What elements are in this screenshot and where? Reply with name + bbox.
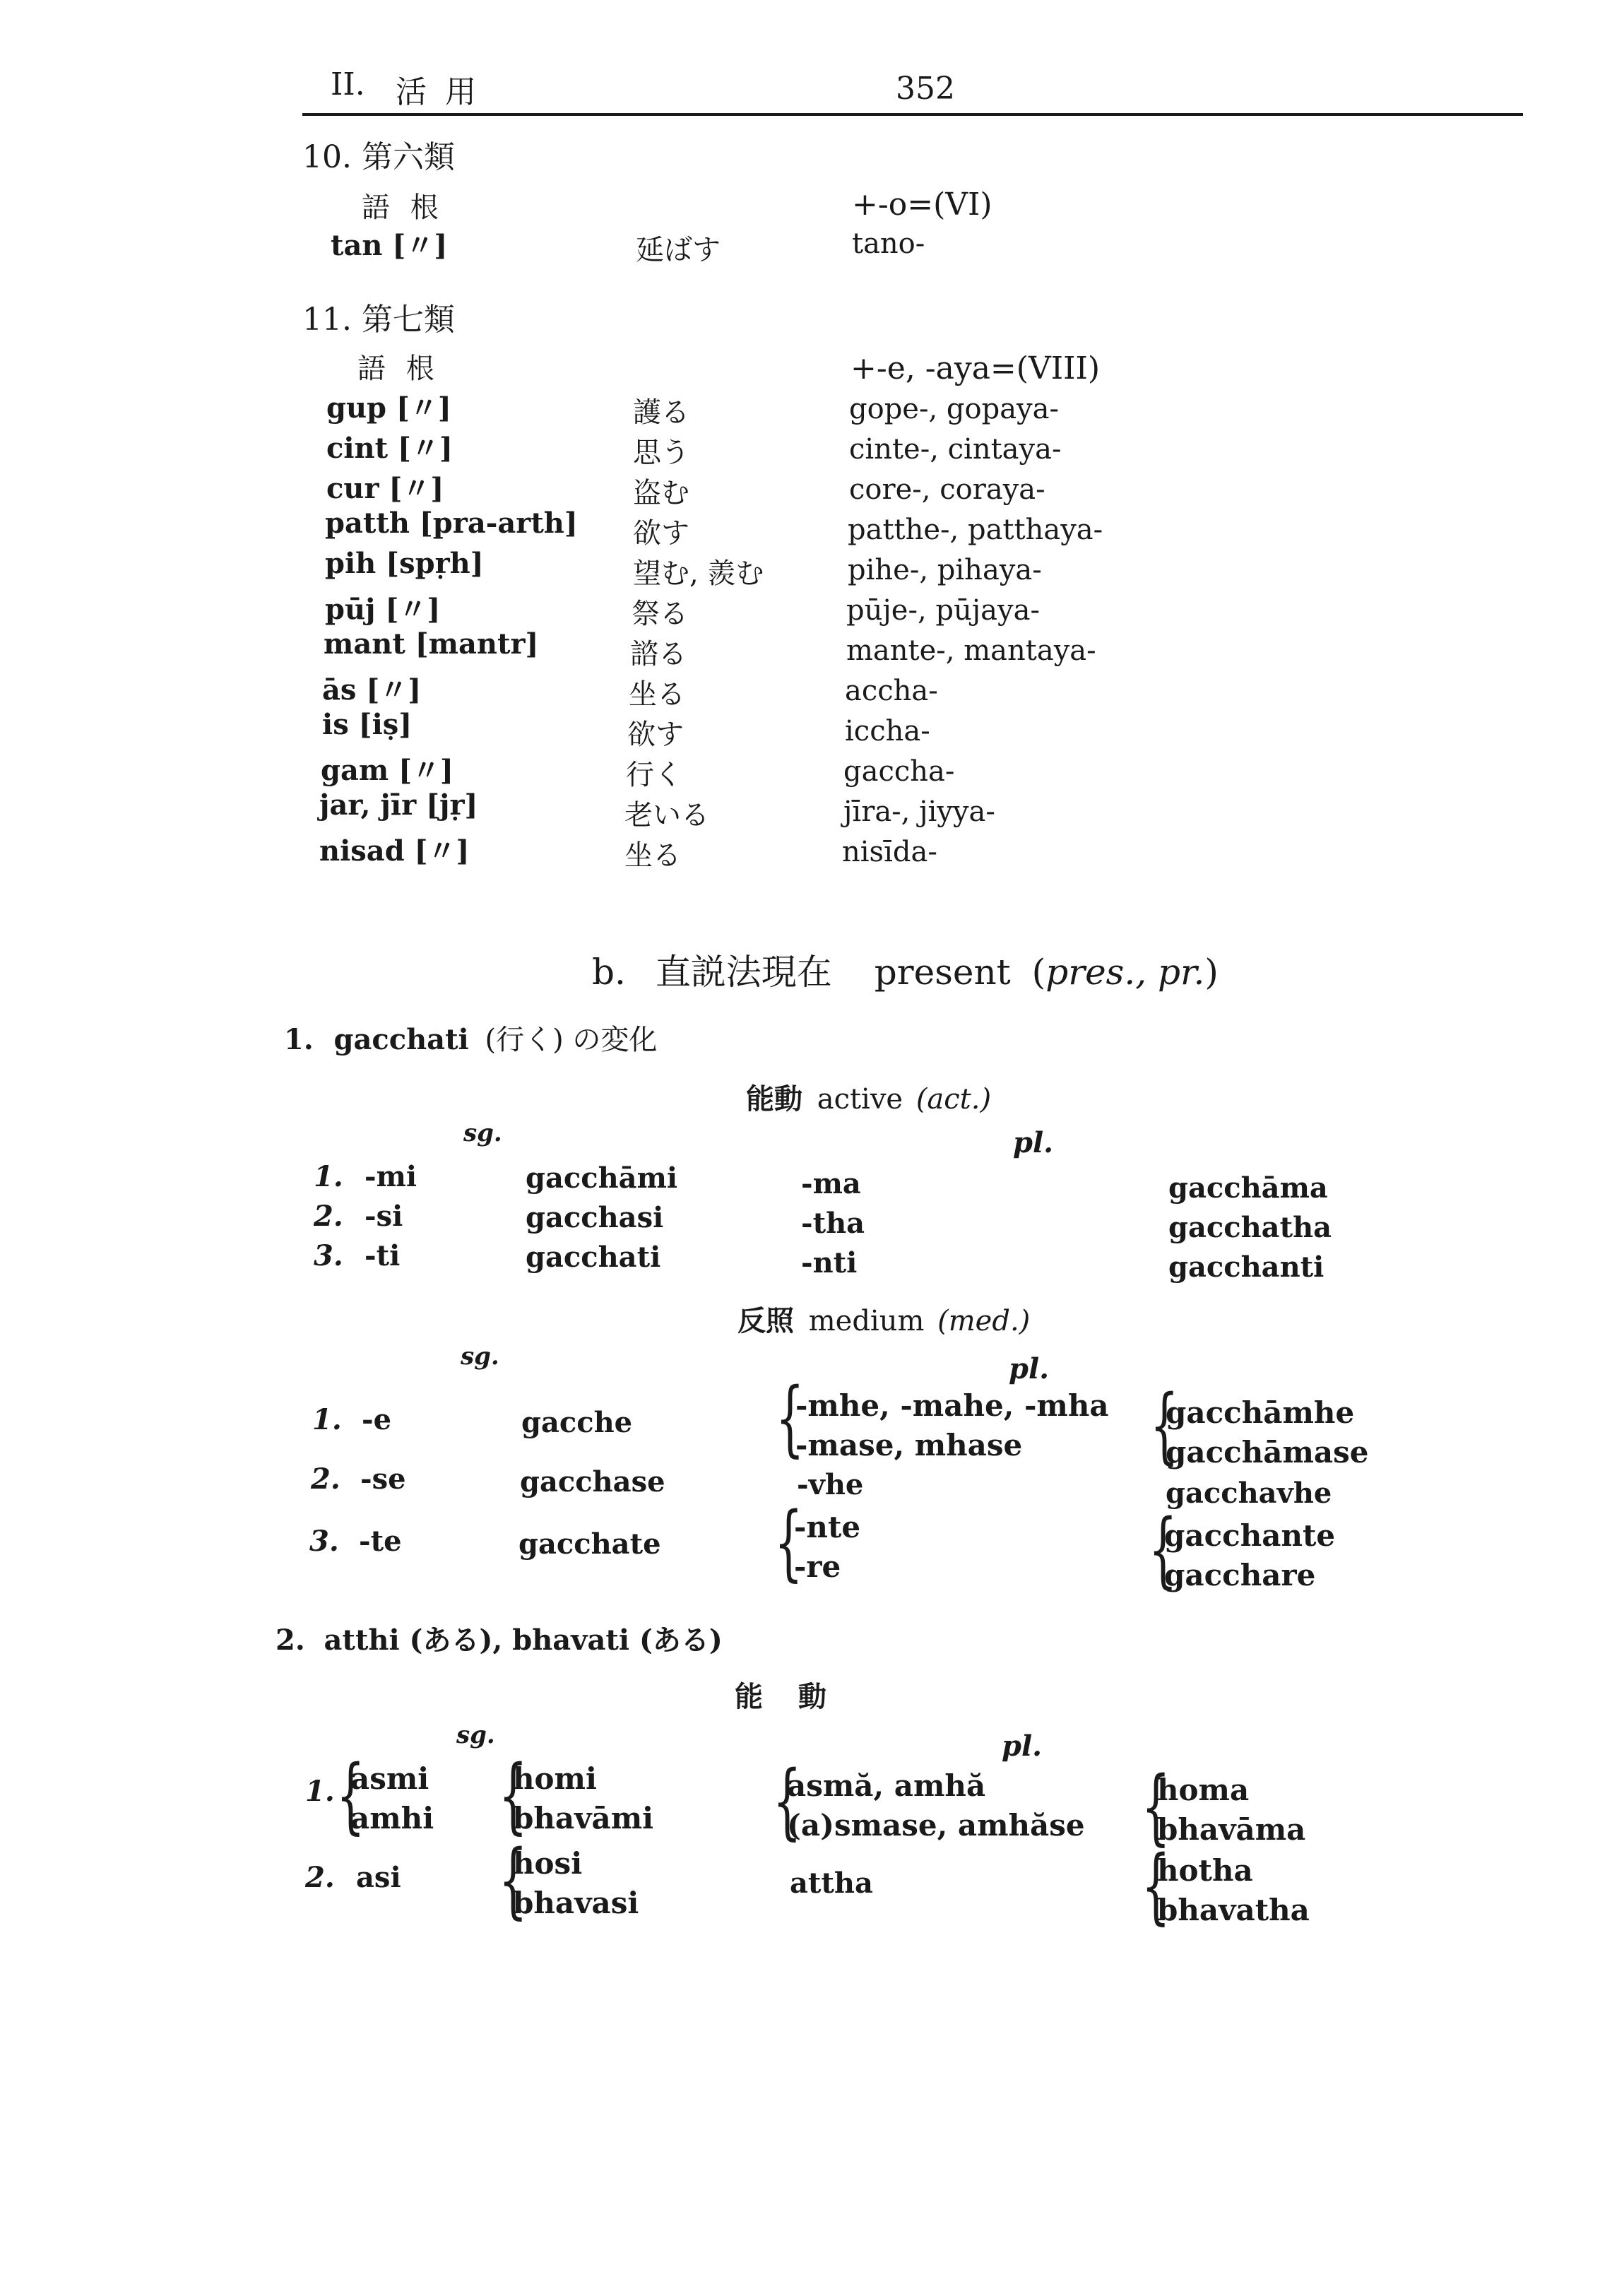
section-heading [592,944,1219,995]
active-label-jp: 能動 [746,1082,802,1116]
sg-bhavati-group [513,1844,639,1923]
section-letter: b. [592,952,626,993]
class6-root: tan [〃] [331,229,448,262]
stem: accha- [845,675,938,707]
meaning: 盗む [633,477,689,509]
person-number: 1. [314,1160,343,1193]
pl-bhavati-group [1157,1851,1310,1930]
heading-number: 1. [284,1023,314,1056]
pl-form: gacchatha [1168,1211,1332,1244]
pl-form: gacchāma [1168,1171,1328,1205]
root: mant [mantr] [324,627,539,661]
pl-form: gacchavhe [1166,1477,1332,1510]
sg-group [350,1759,434,1838]
pl-form: bhavāma [1157,1812,1306,1847]
person-number: 2. [311,1462,340,1496]
stem: iccha- [845,715,930,747]
class7-col-stem: +-e, -aya=(VIII) [850,350,1101,386]
atthi-heading [275,1618,723,1658]
pl-form: gacchante [1164,1518,1336,1553]
sg-form: hosi [513,1846,583,1881]
medium-sg-label: sg. [461,1342,499,1371]
section-abbr: pres., pr. [1045,952,1205,993]
pl-form: gacchare [1164,1558,1316,1592]
meaning: 思う [633,437,689,469]
sg-form: gacchati [526,1241,661,1274]
root: cur [〃] [326,472,444,505]
sg-ending: -si [364,1200,403,1233]
meaning: 祭る [632,598,688,630]
brace-icon: { [336,1748,365,1843]
pl-ending: -ma [801,1167,861,1200]
sg-ending: -te [359,1525,402,1558]
root: pih [spṛh] [325,547,484,580]
person-number: 2. [305,1861,335,1894]
sg-form: bhavāmi [513,1801,654,1835]
pl-form: attha [790,1867,873,1900]
active-sg-label: sg. [463,1119,502,1147]
pl-form: gacchanti [1168,1251,1324,1284]
meaning: 老いる [624,799,709,832]
brace-icon: { [1150,1378,1179,1473]
class7-heading: 11. 第七類 [302,302,455,338]
root: cint [〃] [326,432,453,465]
medium-label-jp: 反照 [737,1304,794,1337]
atthi-pl-label: pl. [1002,1730,1043,1763]
sg-form: homi [513,1761,597,1796]
brace-icon: { [774,1495,803,1590]
person-number: 3. [314,1239,343,1272]
stem: mante-, mantaya- [846,634,1096,667]
brace-icon: { [1149,1502,1178,1597]
pl-ending-group [794,1508,860,1587]
pl-group [787,1766,1085,1845]
pl-ending-group [795,1386,1109,1465]
root: patth [pra-arth] [325,507,578,540]
sg-ending: -mi [364,1160,417,1193]
root: jar, jīr [jṛ] [319,788,478,822]
pl-ending: -nti [801,1246,858,1279]
pl-form: asmă, amhă [787,1768,986,1803]
root: gam [〃] [321,754,454,787]
pl-form-group [1166,1393,1369,1472]
root: is [iṣ] [322,708,413,741]
sg-ending: -se [360,1462,406,1496]
class6-stem: tano- [852,227,925,260]
pl-ending: -mhe, -mahe, -mha [795,1388,1109,1423]
root: pūj [〃] [325,593,441,626]
sg-form: gacchāmi [526,1161,678,1195]
pl-form: gacchāmase [1166,1435,1369,1470]
medium-pl-label: pl. [1009,1352,1050,1385]
brace-icon: { [1142,1838,1170,1934]
meaning: 坐る [624,839,681,872]
class7-col-root: 語 根 [357,353,440,385]
header-rule [302,113,1523,116]
sg-form: asmi [350,1761,429,1796]
heading-text: atthi (ある), bhavati (ある) [324,1624,723,1657]
pl-form-group [1164,1516,1335,1595]
stem: jīra-, jiyya- [843,796,995,828]
pl-form: homa [1157,1773,1250,1807]
meaning: 欲す [633,517,689,550]
medium-label-en: medium [808,1305,925,1337]
page-number: 352 [896,71,955,107]
class6-heading: 10. 第六類 [302,139,455,175]
meaning: 欲す [627,719,684,751]
sg-bhavati-group [513,1759,653,1838]
root: ās [〃] [322,673,422,706]
atthi-sg-label: sg. [456,1721,495,1749]
class6-col-stem: +-o=(VI) [852,187,992,223]
brace-icon: { [499,1833,528,1928]
stem: gope-, gopaya- [849,393,1060,425]
brace-icon: { [776,1371,805,1466]
pl-form: gacchāmhe [1166,1395,1355,1430]
section-abbr-close: ) [1204,952,1219,993]
heading-rest: (行く) の変化 [485,1024,658,1056]
stem: pihe-, pihaya- [848,554,1042,586]
stem: core-, coraya- [849,473,1045,506]
stem: cinte-, cintaya- [849,433,1062,466]
class6-meaning: 延ばす [636,234,721,266]
pl-ending: -mase, mhase [795,1428,1023,1462]
pl-ending: -re [794,1549,841,1584]
pl-bhavati-group [1157,1770,1305,1850]
medium-label [737,1299,1030,1339]
pl-form: bhavatha [1157,1893,1310,1927]
gacchati-heading [284,1017,657,1058]
active-label [746,1077,991,1117]
sg-form: amhi [350,1801,434,1835]
sg-form: gacchasi [526,1201,664,1234]
heading-word: gacchati [333,1023,469,1056]
sg-ending: -ti [364,1239,401,1272]
medium-label-abbr: (med.) [937,1305,1031,1337]
person-number: 2. [314,1200,343,1233]
stem: gaccha- [843,755,955,788]
person-number: 3. [309,1525,339,1558]
atthi-label: 能 動 [735,1680,839,1713]
active-label-en: active [817,1083,903,1116]
sg-form: asi [356,1861,401,1894]
person-number: 1. [305,1775,335,1808]
section-abbr-open: ( [1031,952,1046,993]
pl-form: hotha [1157,1853,1253,1888]
header-title: 活 用 [396,74,480,110]
meaning: 坐る [629,678,685,711]
header-section: II. [331,66,365,102]
brace-icon: { [1142,1759,1170,1855]
pl-ending: -tha [801,1207,865,1240]
active-label-abbr: (act.) [915,1083,992,1116]
stem: patthe-, patthaya- [848,514,1103,546]
sg-form: gacchate [518,1527,661,1561]
meaning: 望む, 羨む [633,557,764,590]
pl-form: (a)smase, amhăse [787,1808,1085,1843]
sg-form: gacche [521,1406,633,1439]
meaning: 行く [626,759,682,791]
person-number: 1. [312,1403,342,1436]
stem: nisīda- [842,836,937,868]
root: nisad [〃] [319,834,470,868]
sg-form: bhavasi [513,1886,639,1920]
class6-col-root: 語 根 [362,191,444,224]
stem: pūje-, pūjaya- [846,594,1040,627]
meaning: 護る [633,396,689,429]
sg-ending: -e [362,1403,392,1436]
meaning: 諮る [630,638,687,670]
section-title-en: present [874,952,1011,993]
pl-ending: -nte [794,1510,861,1544]
brace-icon: { [499,1748,528,1843]
root: gup [〃] [326,391,451,425]
sg-form: gacchase [520,1465,665,1498]
active-pl-label: pl. [1013,1126,1054,1159]
section-title-jp: 直説法現在 [655,952,832,993]
brace-icon: { [773,1754,802,1849]
pl-ending: -vhe [797,1468,864,1501]
heading-number: 2. [275,1624,305,1657]
